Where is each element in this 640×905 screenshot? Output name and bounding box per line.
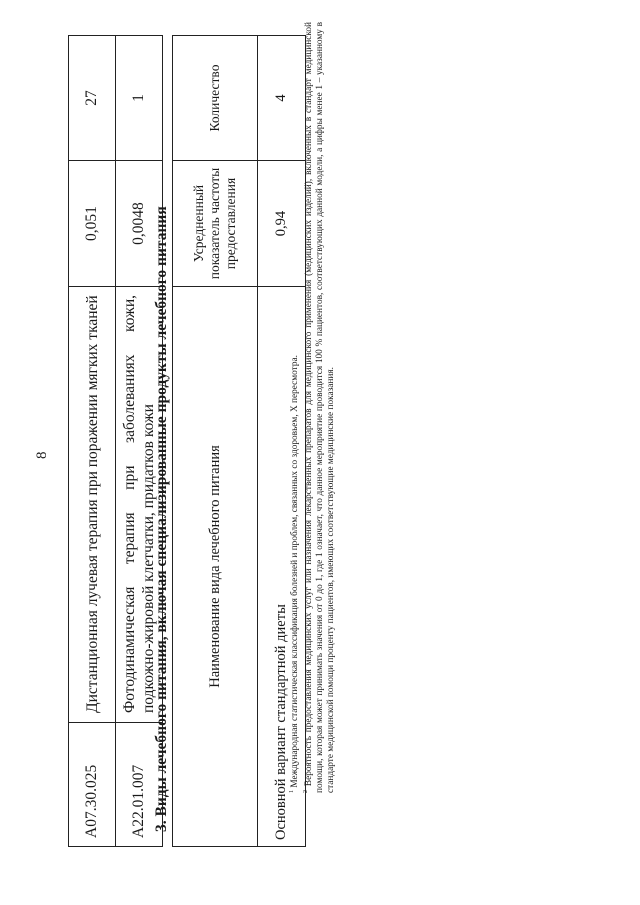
footnote-mark: 1 — [289, 790, 295, 793]
nutrition-table — [172, 35, 306, 847]
footnote-mark: 2 — [303, 790, 310, 793]
header-line: показатель частоты — [207, 167, 222, 280]
footnote-text: Международная статистическая классификация болезней и проблем, связанных со здоровьем, X пересмотра. — [290, 355, 301, 788]
table-header-row — [173, 36, 258, 847]
section-heading: 3. Виды лечебного питания, включая специализированные продукты лечебного питания — [153, 206, 170, 832]
frequency-value: 0,94 — [258, 161, 306, 287]
diet-name: Основной вариант стандартной диеты — [258, 287, 306, 847]
service-code: A22.01.007 — [116, 723, 163, 847]
column-header-name: Наименование вида лечебного питания — [173, 287, 258, 847]
page-number: 8 — [34, 451, 50, 459]
footnote — [301, 22, 337, 808]
column-header-count: Количество — [173, 36, 258, 161]
service-name-line: Дистанционная лучевая терапия при поражении мягких тканей — [83, 295, 101, 713]
service-name — [69, 287, 116, 723]
service-name-line: Фотодинамическая терапия при заболеваниях кожи, — [121, 295, 138, 713]
table-row — [69, 36, 116, 847]
column-header-frequency — [173, 161, 258, 287]
count-value: 4 — [258, 36, 306, 161]
footnotes — [287, 22, 337, 808]
services-table — [68, 35, 163, 847]
header-line: предоставления — [223, 177, 238, 270]
service-name-line: подкожно-жировой клетчатки, придатков кожи — [140, 404, 157, 713]
header-line: Усредненный — [191, 184, 206, 263]
service-code: A07.30.025 — [69, 723, 116, 847]
footnote-text: Вероятность предоставления медицинских услуг или назначения лекарственных препаратов для медицинского применения (медицинских изделий), включенных в стандарт медицинской помощи, которая может принимать значения от 0 до 1, где 1 означает, что данное мероприятие проводится 100 % пациентов, соответствующих данной модели, а цифры менее 1 – указанному в стандарте медицинской помощи проценту пациентов, имеющих соответствующие медицинские показания. — [304, 22, 337, 793]
count-value: 27 — [69, 36, 116, 161]
frequency-value: 0,0048 — [116, 161, 163, 287]
frequency-value: 0,051 — [69, 161, 116, 287]
footnote — [287, 22, 301, 808]
count-value: 1 — [116, 36, 163, 161]
